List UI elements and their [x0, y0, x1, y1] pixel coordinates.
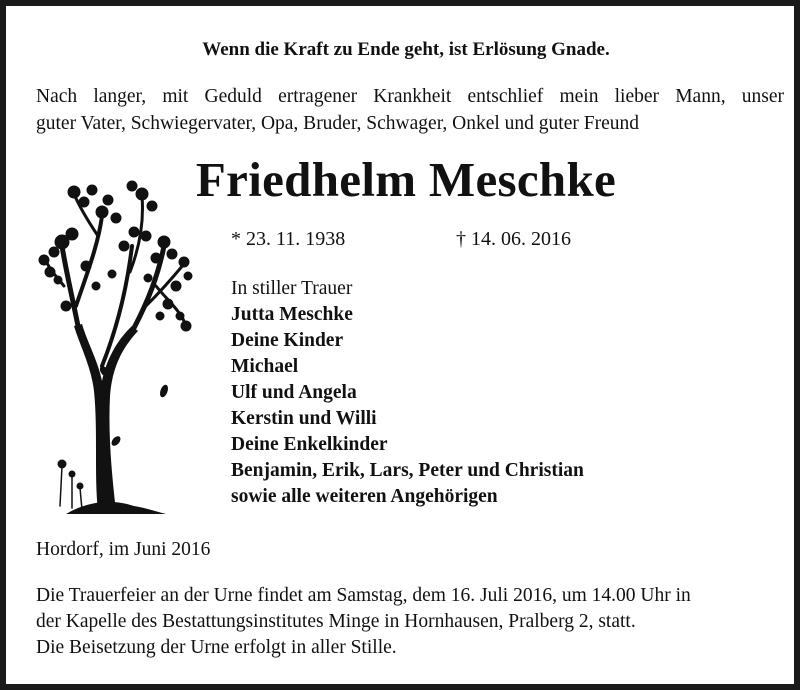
tree-silhouette-icon: [36, 176, 196, 521]
intro-text: [36, 83, 784, 137]
mourner-name: Michael: [231, 356, 299, 377]
mourner-name: Deine Enkelkinder: [231, 434, 388, 455]
mourner-name: Deine Kinder: [231, 330, 344, 351]
info-line-2: der Kapelle des Bestattungsinstitutes Minge in Hornhausen, Pralberg 2, statt.: [36, 611, 636, 632]
mourner-name: Kerstin und Willi: [231, 408, 377, 429]
death-date: † 14. 06. 2016: [456, 228, 571, 250]
mourner-name: Benjamin, Erik, Lars, Peter und Christian: [231, 460, 584, 481]
intro-line-1: Nach langer, mit Geduld ertragener Krankheit entschlief mein lieber Mann, unser: [36, 86, 784, 107]
info-line-3: Die Beisetzung der Urne erfolgt in aller Stille.: [36, 637, 397, 658]
mourning-intro: In stiller Trauer: [231, 278, 353, 299]
place-date: Hordorf, im Juni 2016: [36, 539, 211, 560]
mourners-block: [231, 276, 584, 510]
mourner-name: Jutta Meschke: [231, 304, 353, 325]
deceased-name: Friedhelm Meschke: [195, 152, 617, 207]
info-line-1: Die Trauerfeier an der Urne findet am Samstag, dem 16. Juli 2016, um 14.00 Uhr in: [36, 585, 691, 606]
intro-line-2: guter Vater, Schwiegervater, Opa, Bruder, Schwager, Onkel und guter Freund: [36, 113, 639, 134]
birth-date: * 23. 11. 1938: [231, 228, 346, 250]
mourner-name: sowie alle weiteren Angehörigen: [231, 486, 498, 507]
funeral-info: [36, 583, 784, 661]
headline: Wenn die Kraft zu Ende geht, ist Erlösung Gnade.: [202, 39, 610, 60]
mourner-name: Ulf und Angela: [231, 382, 357, 403]
